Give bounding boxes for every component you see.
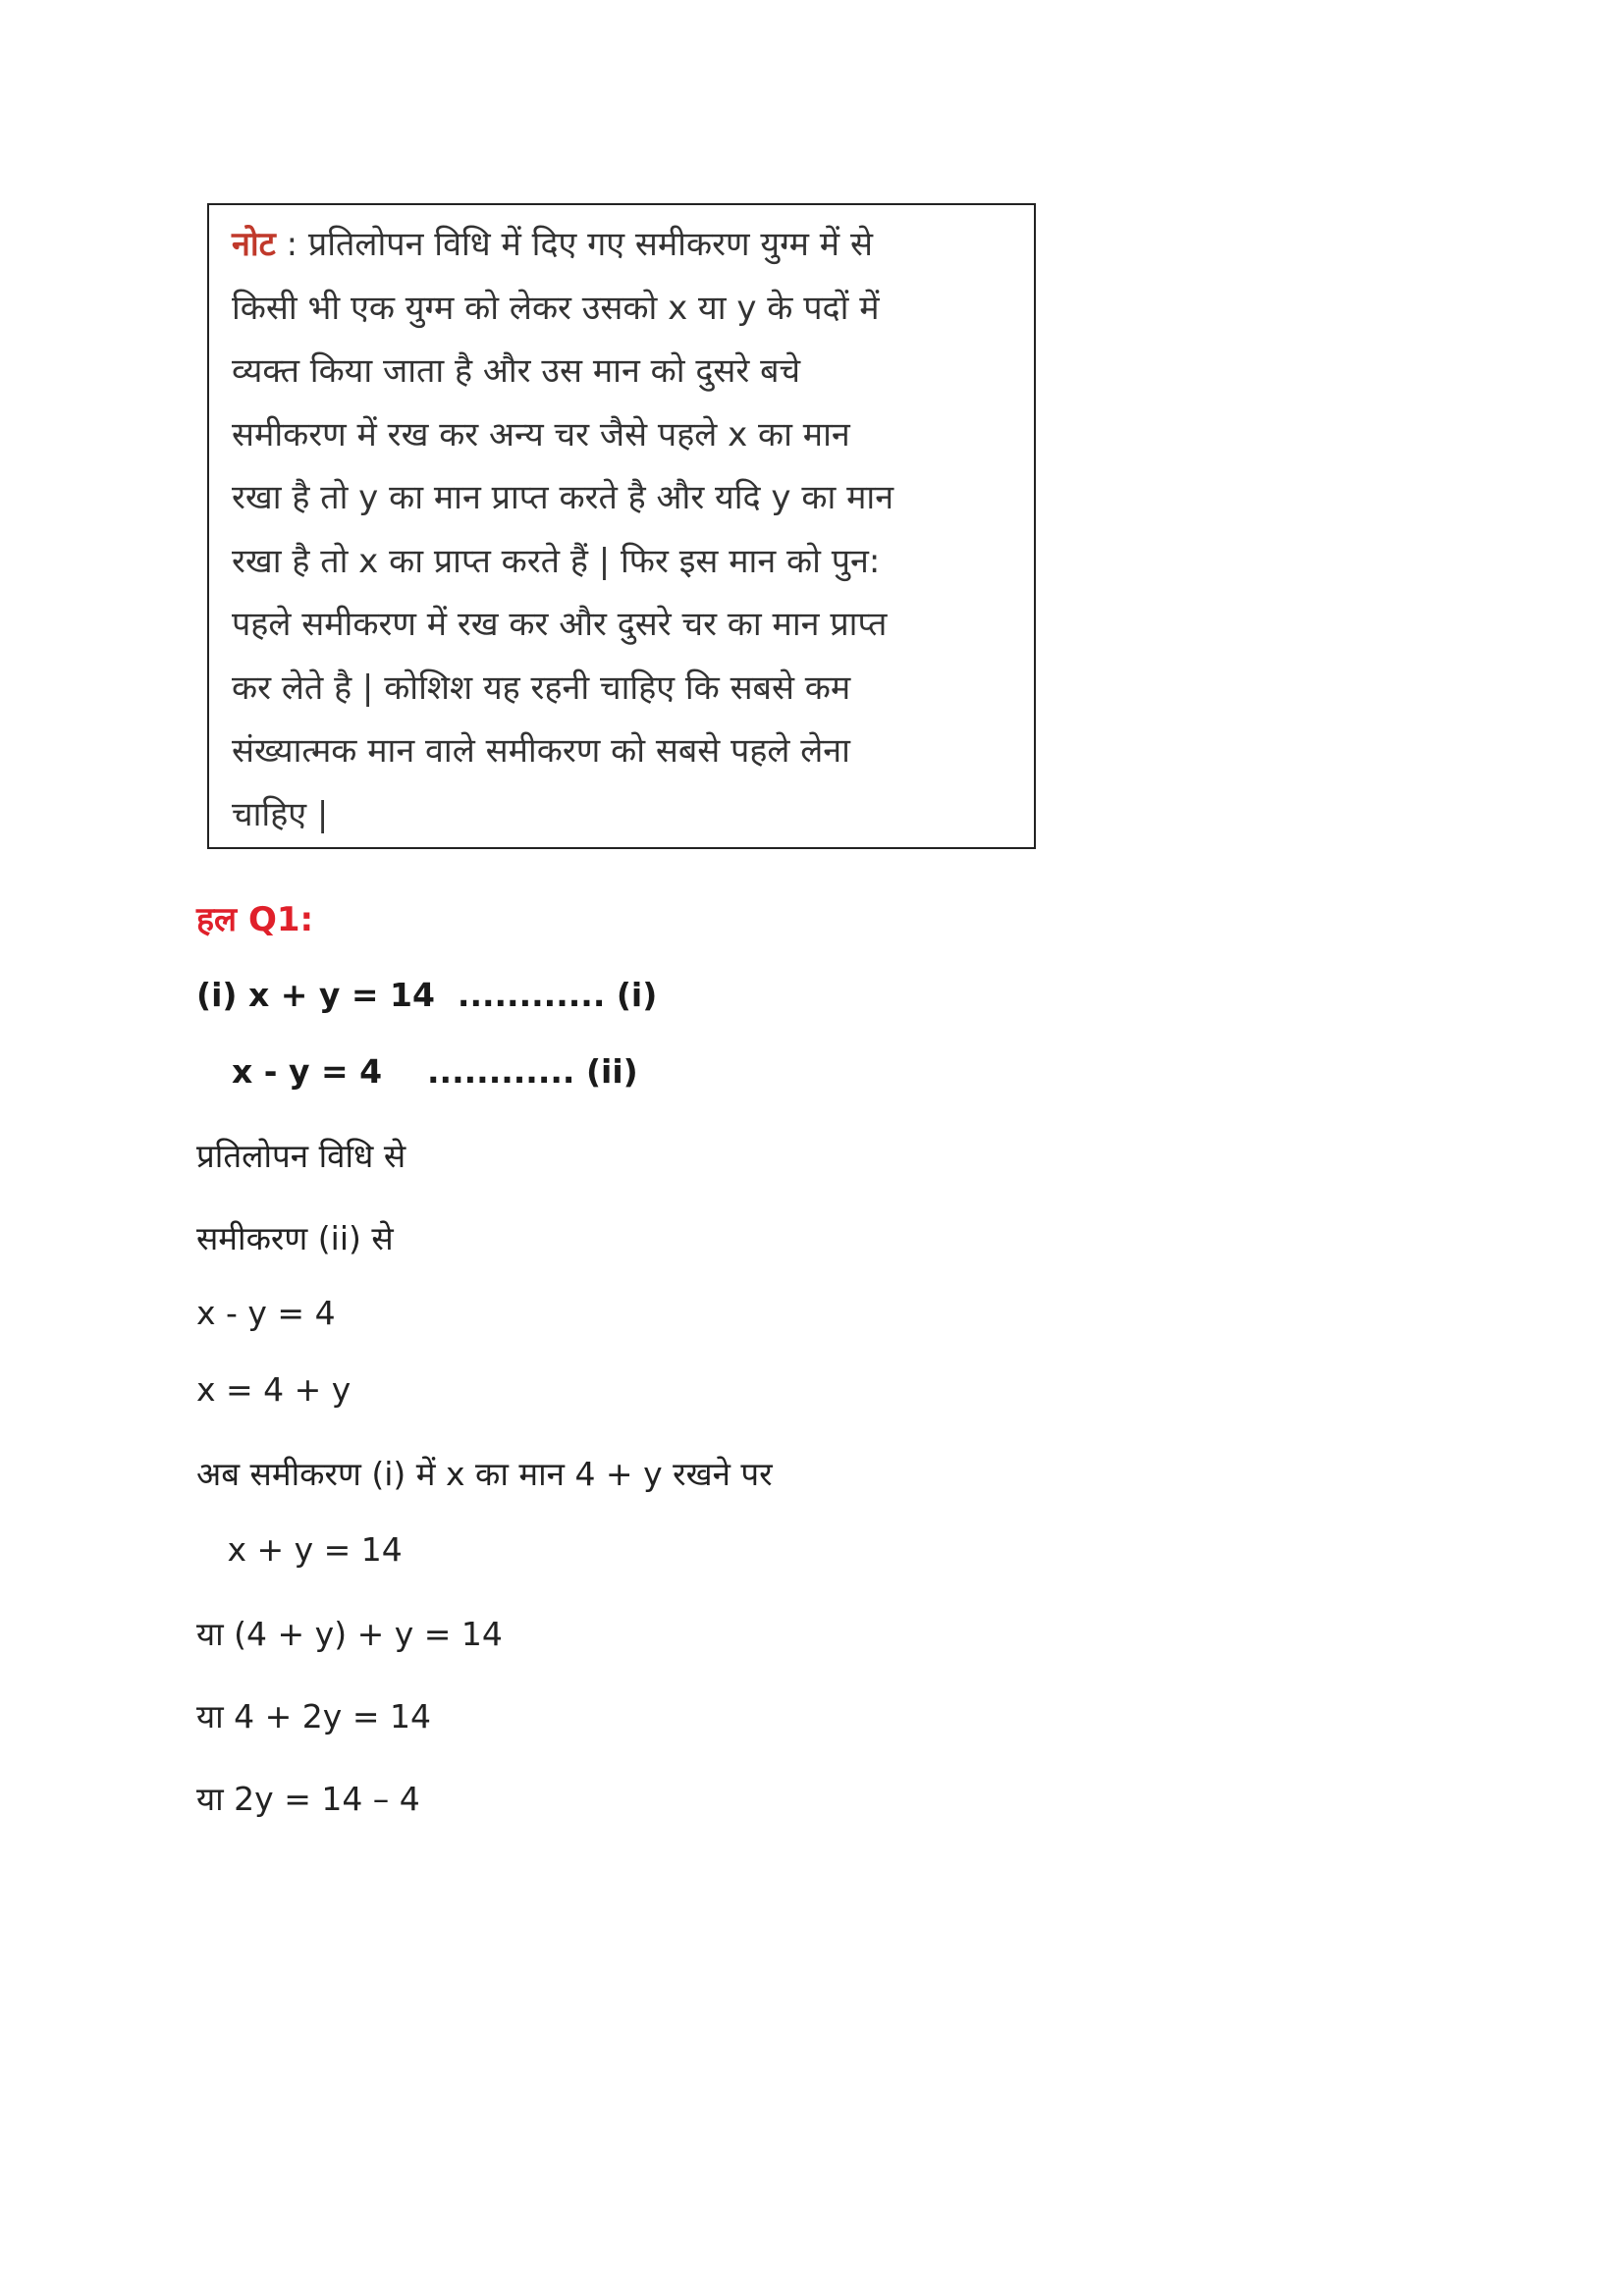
solution-heading: हल Q1: (196, 900, 314, 939)
note-line-7: पहले समीकरण में रख कर और दुसरे चर का मान प्राप्त (232, 605, 888, 644)
note-line-4: समीकरण में रख कर अन्य चर जैसे पहले x का मान (232, 415, 850, 454)
step-1: प्रतिलोपन विधि से (196, 1137, 406, 1175)
step-2: समीकरण (ii) से (196, 1219, 394, 1257)
equation-1: (i) x + y = 14 ............ (i) (196, 976, 658, 1014)
note-line-1 (232, 220, 873, 265)
step-4: x = 4 + y (196, 1370, 352, 1409)
step-5: अब समीकरण (i) में x का मान 4 + y रखने पर (196, 1455, 773, 1493)
note-line-6: रखा है तो x का प्राप्त करते हैं | फिर इस मान को पुन: (232, 542, 881, 581)
note-line-5: रखा है तो y का मान प्राप्त करते है और यदि y का मान (232, 478, 894, 517)
note-text-1: : प्रतिलोपन विधि में दिए गए समीकरण युग्म में से (286, 225, 873, 264)
step-8: या 4 + 2y = 14 (196, 1697, 431, 1735)
step-7: या (4 + y) + y = 14 (196, 1615, 503, 1653)
note-line-10: चाहिए | (232, 795, 329, 834)
note-line-3: व्यक्त किया जाता है और उस मान को दुसरे बचे (232, 351, 801, 391)
note-line-9: संख्यात्मक मान वाले समीकरण को सबसे पहले लेना (232, 731, 850, 771)
step-9: या 2y = 14 – 4 (196, 1780, 420, 1818)
note-line-8: कर लेते है | कोशिश यह रहनी चाहिए कि सबसे कम (232, 668, 851, 708)
step-3: x - y = 4 (196, 1294, 336, 1332)
note-label: नोट (232, 225, 276, 264)
equation-2: x - y = 4 ............ (ii) (232, 1052, 638, 1091)
step-6: x + y = 14 (196, 1530, 403, 1569)
note-line-2: किसी भी एक युग्म को लेकर उसको x या y के पदों में (232, 289, 880, 328)
